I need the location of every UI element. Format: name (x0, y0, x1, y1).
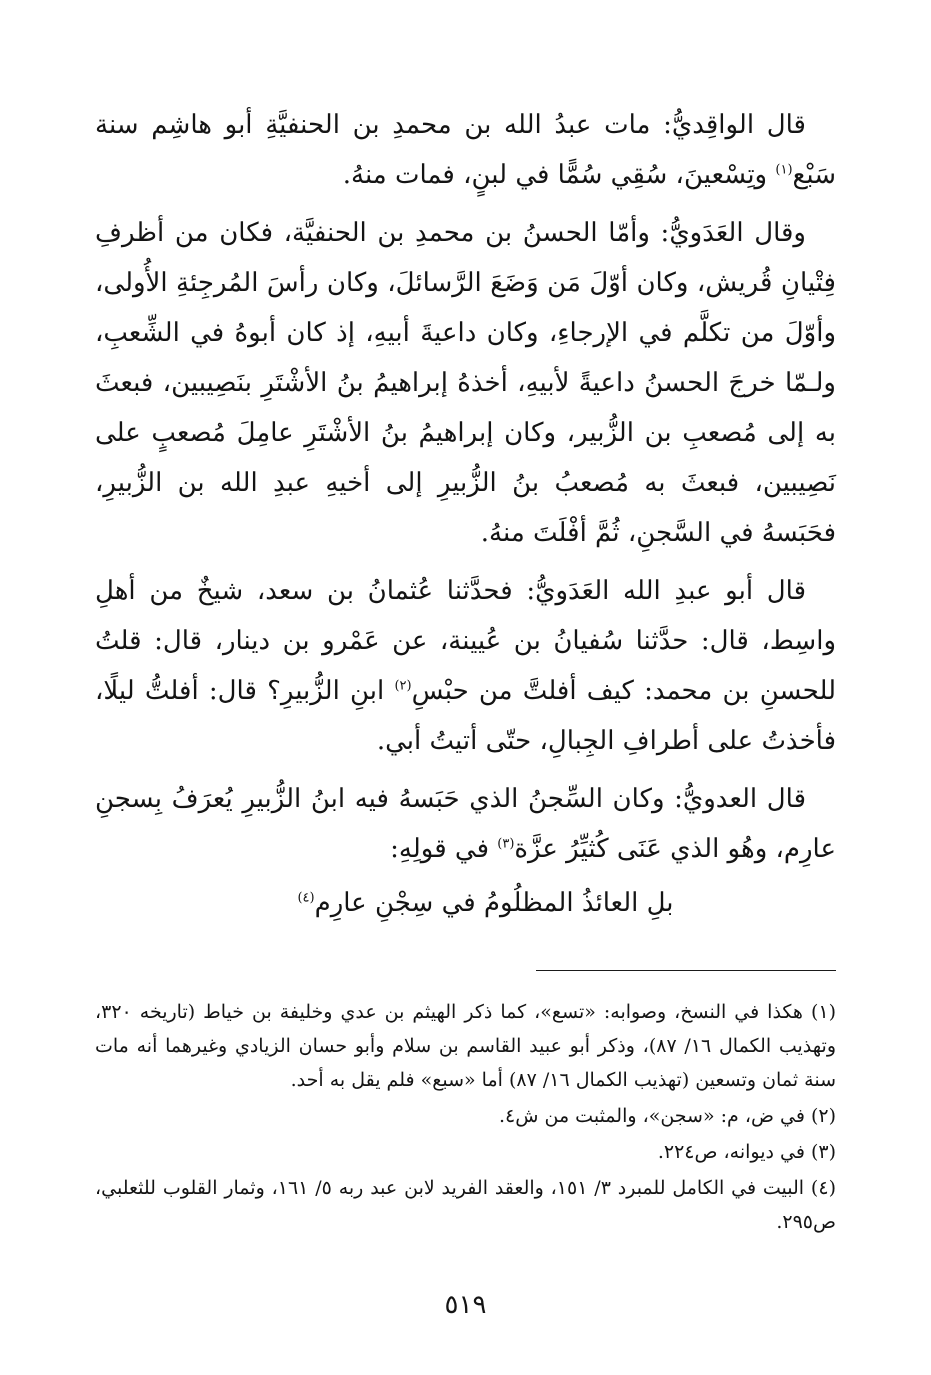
paragraph-text: قال العدويُّ: وكان السِّجنُ الذي حَبَسهُ فيه ابنُ الزُّبيرِ يُعرَفُ بِسجنِ عارِم، وهُو الذي عَنَى كُثيِّرُ عزَّة (95, 784, 836, 864)
paragraph-text: ابنِ الزُّبيرِ؟ قال: أفلتُّ ليلًا، فأخذتُ على أطرافِ الجِبالِ، حتّى أتيتُ أبي. (95, 676, 836, 756)
paragraph-prison-arim (95, 774, 836, 874)
footnote-separator (536, 970, 836, 971)
page-number: ٥١٩ (444, 1290, 487, 1320)
footnote-4: (٤) البيت في الكامل للمبرد ٣/ ١٥١، والعقد الفريد لابن عبد ربه ٥/ ١٦١، وثمار القلوب للثعلبي، ص٢٩٥. (95, 1177, 836, 1233)
poetry-verse (95, 878, 836, 928)
paragraph-text: قال أبو عبدِ الله العَدَويُّ: فحدَّثنا عُثمانُ بن سعد، شيخٌ من أهلِ واسِط، قال: حدَّثنا سُفيانُ بن عُيينة، عن عَمْرو بن دينار، قال: قلتُ للحسنِ بن محمد: كيف أفلتَّ من حبْسِ (95, 576, 836, 706)
paragraph-adawi-hasan: وقال العَدَويُّ: وأمّا الحسنُ بن محمدِ بن الحنفيَّة، فكان من أظرفِ فِتْيانِ قُريش، وكان أوّلَ مَن وَضَعَ الرَّسائلَ، وكان رأسَ المُرجِئةِ الأُولى، وأوّلَ من تكلَّم في الإرجاءِ، وكان داعيةَ أبيهِ، إذ كان أبوهُ في الشِّعبِ، ولـمّا خرجَ الحسنُ داعيةً لأبيهِ، أخذهُ إبراهيمُ بنُ الأشْتَرِ بنَصِيبين، فبعثَ به إلى مُصعبِ بن الزُّبير، وكان إبراهيمُ بنُ الأشْتَرِ عامِلَ مُصعبٍ على نَصِيبين، فبعثَ به مُصعبُ بنُ الزُّبيرِ إلى أخيهِ عبدِ الله بن الزُّبيرِ، فحَبَسهُ في السَّجنِ، ثُمَّ أفْلَتَ منهُ. (95, 218, 836, 548)
paragraph-waqidi (95, 100, 836, 200)
footnote-2: (٢) في ض، م: «سجن»، والمثبت من ش٤. (499, 1105, 836, 1127)
body-text (95, 100, 836, 928)
footnote-ref-2[interactable]: (٢) (394, 678, 412, 694)
footnote-ref-3[interactable]: (٣) (497, 836, 515, 852)
paragraph-text: وتِسْعينَ، سُقِي سُمًّا في لبنٍ، فمات منهُ. (342, 160, 776, 190)
footnote-ref-4[interactable]: (٤) (297, 890, 315, 906)
main-text-block (95, 100, 836, 928)
paragraph-abu-abdullah (95, 566, 836, 766)
footnotes-section (95, 995, 836, 1241)
paragraph-text: قال الواقِديُّ: مات عبدُ الله بن محمدِ بن الحنفيَّةِ أبو هاشِم سنة سَبْع (95, 110, 836, 190)
paragraph-text: في قولِهِ: (390, 834, 498, 864)
verse-text: بلِ العائذُ المظلُومُ في سِجْنِ عارِم (314, 888, 674, 918)
footnote-3: (٣) في ديوانه، ص٢٢٤. (657, 1141, 836, 1163)
footnote-ref-1[interactable]: (١) (775, 162, 793, 178)
footnote-1: (١) هكذا في النسخ، وصوابه: «تسع»، كما ذكر الهيثم بن عدي وخليفة بن خياط (تاريخه ٣٢٠، وتهذيب الكمال ١٦/ ٨٧)، وذكر أبو عبيد القاسم بن سلام وأبو حسان الزيادي وغيرهما أنه مات سنة ثمان وتسعين (تهذيب الكمال ١٦/ ٨٧) أما «سبع» فلم يقل به أحد. (95, 1001, 836, 1091)
